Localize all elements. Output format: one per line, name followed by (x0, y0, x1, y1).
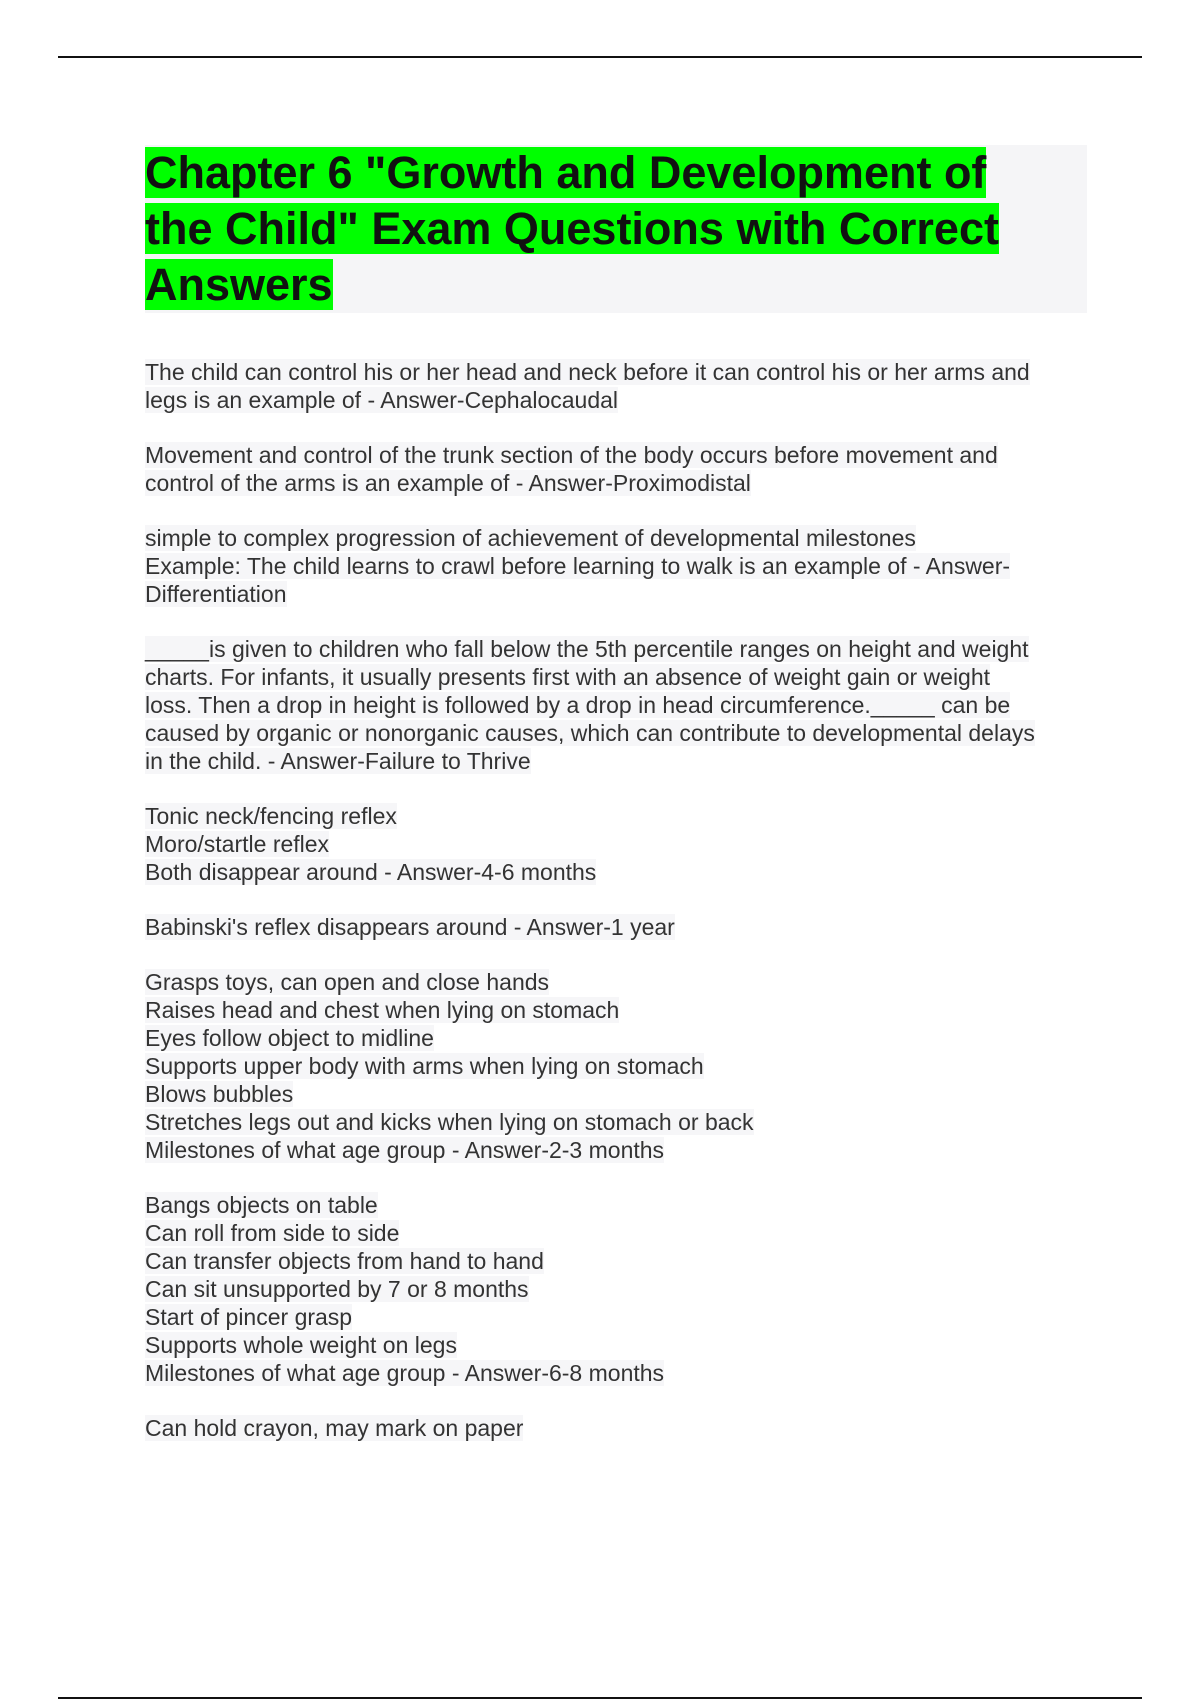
qa-block (145, 358, 1095, 414)
title-line: Answers (145, 259, 333, 310)
text-line: Start of pincer grasp (145, 1304, 353, 1330)
text-line: _____is given to children who fall below the 5th percentile ranges on height and weight (145, 636, 1029, 662)
title-line: Chapter 6 "Growth and Development of (145, 147, 987, 198)
text-line: loss. Then a drop in height is followed by a drop in head circumference._____ can be (145, 692, 1011, 718)
text-line: Milestones of what age group - Answer-6-8 months (145, 1360, 665, 1386)
text-line: Can hold crayon, may mark on paper (145, 1415, 524, 1441)
text-line: Babinski's reflex disappears around - Answer-1 year (145, 914, 675, 940)
text-line: caused by organic or nonorganic causes, which can contribute to developmental delays (145, 720, 1035, 746)
qa-block (145, 1414, 1095, 1442)
text-line: Can sit unsupported by 7 or 8 months (145, 1276, 529, 1302)
text-line: Eyes follow object to midline (145, 1025, 434, 1051)
text-line: Supports whole weight on legs (145, 1332, 457, 1358)
text-line: The child can control his or her head and neck before it can control his or her arms and (145, 359, 1030, 385)
document-body (145, 358, 1095, 1469)
text-line: Differentiation (145, 581, 287, 607)
qa-block (145, 524, 1095, 608)
text-line: Both disappear around - Answer-4-6 months (145, 859, 597, 885)
text-line: Example: The child learns to crawl before learning to walk is an example of - Answer- (145, 553, 1011, 579)
bottom-rule (58, 1697, 1142, 1699)
text-line: Bangs objects on table (145, 1192, 378, 1218)
title-block (145, 145, 1087, 313)
text-line: Milestones of what age group - Answer-2-3 months (145, 1137, 665, 1163)
text-line: Can roll from side to side (145, 1220, 400, 1246)
text-line: Raises head and chest when lying on stomach (145, 997, 620, 1023)
qa-block (145, 441, 1095, 497)
qa-block (145, 635, 1095, 775)
title-line: the Child" Exam Questions with Correct (145, 203, 999, 254)
text-line: Tonic neck/fencing reflex (145, 803, 397, 829)
qa-block (145, 913, 1095, 941)
text-line: in the child. - Answer-Failure to Thrive (145, 748, 531, 774)
top-rule (58, 56, 1142, 58)
text-line: Supports upper body with arms when lying on stomach (145, 1053, 704, 1079)
text-line: Moro/startle reflex (145, 831, 330, 857)
text-line: legs is an example of - Answer-Cephalocaudal (145, 387, 619, 413)
text-line: Grasps toys, can open and close hands (145, 969, 550, 995)
text-line: Can transfer objects from hand to hand (145, 1248, 544, 1274)
text-line: control of the arms is an example of - Answer-Proximodistal (145, 470, 751, 496)
qa-block (145, 802, 1095, 886)
document-title (145, 145, 1087, 313)
text-line: charts. For infants, it usually presents first with an absence of weight gain or weight (145, 664, 991, 690)
qa-block (145, 968, 1095, 1164)
text-line: simple to complex progression of achievement of developmental milestones (145, 525, 916, 551)
text-line: Stretches legs out and kicks when lying on stomach or back (145, 1109, 754, 1135)
text-line: Movement and control of the trunk section of the body occurs before movement and (145, 442, 998, 468)
text-line: Blows bubbles (145, 1081, 294, 1107)
qa-block (145, 1191, 1095, 1387)
